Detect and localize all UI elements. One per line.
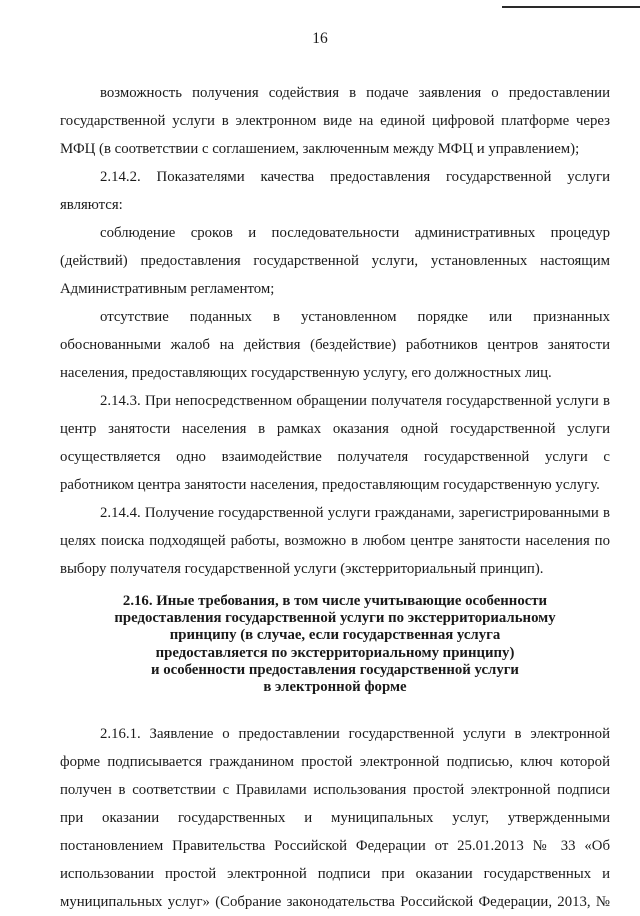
paragraph-2-16-1: 2.16.1. Заявление о предоставлении государственной услуги в электронной форме подписывается гражданином простой электронной подписью, ключ которой получен в соответствии с Правилами использования простой электронной подписи при оказании государственных и муниципальных услуг, утвержденными постановлением Правительства Российской Федерации от 25.01.2013 № 33 «Об использовании простой электронной подписи при оказании государственных и муниципальных услуг» (Собрание законодательства Российской Федерации, 2013, №: [60, 726, 610, 911]
page-number: 16: [312, 30, 328, 47]
paragraph-2-14-2: 2.14.2. Показателями качества предоставления государственной услуги являются:: [60, 169, 610, 213]
top-edge-rule: [502, 6, 640, 8]
section-heading-line: предоставляется по экстерриториальному принципу): [155, 644, 515, 661]
section-heading-line: в электронной форме: [263, 679, 407, 696]
section-heading-line: и особенности предоставления государственной услуги: [151, 661, 519, 678]
document-body: [60, 79, 610, 916]
section-heading-line: 2.16. Иные требования, в том числе учитывающие особенности: [122, 593, 548, 609]
section-heading-2-16: [80, 593, 590, 696]
paragraph-no-complaints: отсутствие поданных в установленном порядке или признанных обоснованными жалоб на действия (бездействие) работников центров занятости населения, предоставляющих государственную услугу, его должностных лиц.: [60, 309, 610, 381]
paragraph-2-14-4: 2.14.4. Получение государственной услуги гражданами, зарегистрированными в целях поиска подходящей работы, возможно в любом центре занятости населения по выбору получателя государственной услуги (экстерриториальный принцип).: [60, 505, 610, 577]
paragraph-mfc-assistance: возможность получения содействия в подаче заявления о предоставлении государственной услуги в электронном виде на единой цифровой платформе через МФЦ (в соответствии с соглашением, заключенным между МФЦ и управлением);: [60, 85, 610, 157]
section-heading-line: предоставления государственной услуги по экстерриториальному: [114, 610, 556, 627]
paragraph-deadlines-compliance: соблюдение сроков и последовательности административных процедур (действий) предоставления государственной услуги, установленных настоящим Административным регламентом;: [60, 225, 610, 297]
section-heading-line: принципу (в случае, если государственная услуга: [169, 627, 501, 644]
paragraph-2-14-3: 2.14.3. При непосредственном обращении получателя государственной услуги в центр занятости населения в рамках оказания одной государственной услуги осуществляется одно взаимодействие получателя государственной услуги с работником центра занятости населения, предоставляющим государственную услугу.: [60, 393, 610, 493]
